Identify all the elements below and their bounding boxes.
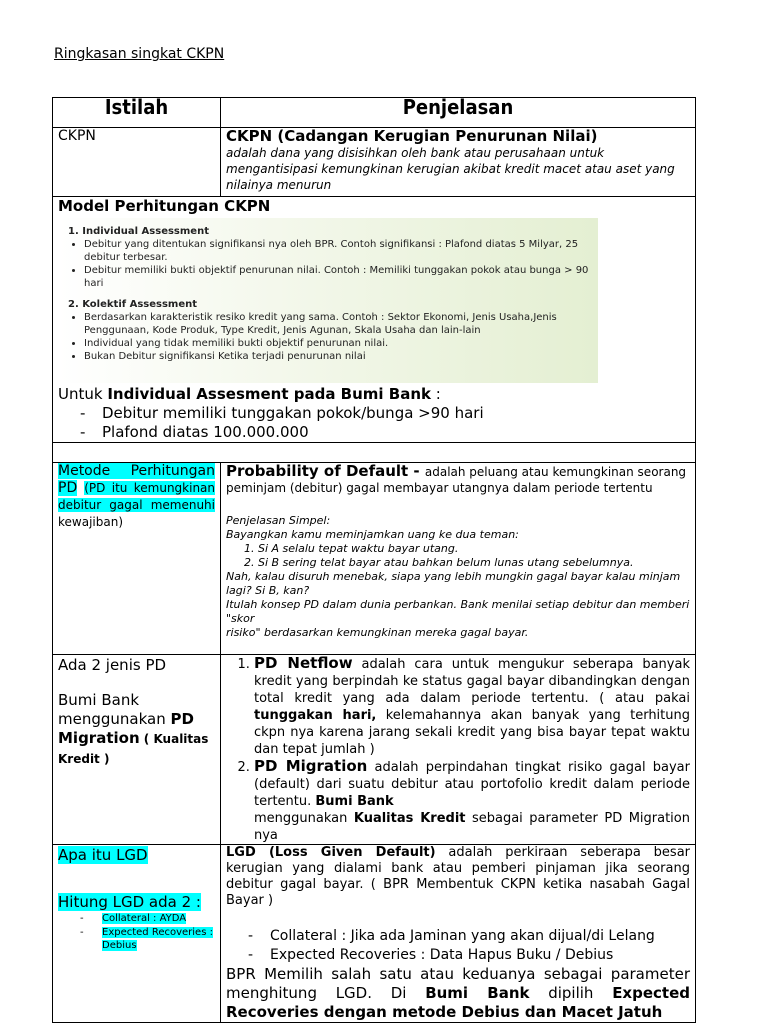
table-row-lgd: [53, 845, 696, 1023]
simpel-text: Nah, kalau disuruh menebak, siapa yang lebih mungkin gagal bayar kalau minjam lagi? Si B, kan?: [226, 570, 681, 597]
lgd-term-highlight: Apa itu LGD: [58, 846, 148, 864]
lgd-method-item: [76, 912, 215, 925]
image-list-item: • Debitur yang ditentukan signifikansi nya oleh BPR. Contoh signifikansi : Plafond diatas 5 Milyar, 25 debitur terbesar.: [84, 238, 590, 264]
criteria-item: - Debitur memiliki tunggakan pokok/bunga >90 hari: [76, 404, 690, 423]
highlight-text: Collateral : AYDA: [102, 913, 187, 924]
simpel-intro: Bayangkan kamu meminjamkan uang ke dua teman:: [226, 528, 519, 541]
text: Untuk: [58, 385, 108, 403]
criteria-item: - Plafond diatas 100.000.000: [76, 423, 690, 442]
table-row-pd: [53, 463, 696, 655]
bold-text: Bumi Bank: [315, 794, 394, 809]
model-image: [58, 218, 598, 383]
individual-assessment-heading: 1. Individual Assessment: [68, 226, 209, 237]
bold-text: Kualitas Kredit: [353, 811, 466, 826]
text: menggunakan: [254, 811, 354, 826]
text: adalah cara untuk mengukur seberapa banyak kredit yang berpindah ke status gagal bayar dibandingkan dengan total kredit yang ada dalam periode tertentu. ( atau pakai: [254, 657, 690, 706]
document-title: Ringkasan singkat CKPN: [54, 46, 225, 62]
kolektif-assessment-heading: 2. Kolektif Assessment: [68, 299, 198, 310]
lgd-detail-item: - Expected Recoveries : Data Hapus Buku / Debius: [244, 946, 690, 965]
ckpn-table: [52, 97, 696, 1023]
ckpn-description: adalah dana yang disisihkan oleh bank atau perusahaan untuk mengantisipasi kemungkinan kerugian akibat kredit macet atau aset yang nilainya menurun: [226, 146, 675, 192]
model-heading: Model Perhitungan CKPN: [58, 197, 271, 215]
pd-migration-item: [254, 758, 690, 844]
lgd-explanation: [221, 845, 696, 1023]
highlight-text: Expected Recoveries : Debius: [102, 927, 213, 951]
table-row-empty: [53, 443, 696, 463]
image-list-item: • Individual yang tidak memiliki bukti objektif penurunan nilai.: [84, 337, 590, 350]
header-istilah: Istilah: [53, 98, 221, 128]
table-row-ckpn: [53, 128, 696, 197]
bold-text: PD Netflow: [254, 654, 353, 672]
bold-text: tunggakan hari,: [254, 708, 377, 723]
simpel-title: Penjelasan Simpel:: [226, 514, 331, 527]
lgd-description: adalah perkiraan seberapa besar kerugian yang dialami bank atau pemberi pinjaman jika seorang debitur gagal bayar. ( BPR Membentuk CKPN ketika nasabah Gagal Bayar ): [226, 845, 691, 908]
lgd-detail-item: - Collateral : Jika ada Jaminan yang akan dijual/di Lelang: [244, 927, 690, 946]
term-jenis-pd: [53, 655, 221, 845]
term-pd: [53, 463, 221, 655]
term-ckpn: CKPN: [53, 128, 221, 197]
simpel-item: 1. Si A selalu tepat waktu bayar utang.: [258, 542, 690, 556]
model-cell: [53, 197, 696, 443]
pd-term-small-highlight: (PD itu kemungkinan debitur gagal memenuhi: [58, 481, 216, 512]
pd-heading: Probability of Default -: [226, 462, 425, 480]
pd-term-small: kewajiban): [58, 515, 123, 529]
ckpn-explanation: [221, 128, 696, 197]
text: :: [431, 385, 441, 403]
lgd-method-item: [76, 926, 215, 952]
lgd-heading: LGD (Loss Given Default): [226, 845, 436, 860]
individual-bumi-bank-line: [58, 385, 690, 404]
bold-text: Bumi Bank: [425, 984, 530, 1002]
pd-explanation: [221, 463, 696, 655]
pd-term-highlight: Metode Perhitungan PD: [58, 463, 215, 496]
empty-cell: [53, 443, 696, 463]
term-lgd: [53, 845, 221, 1023]
image-list-item: • Berdasarkan karakteristik resiko kredit yang sama. Contoh : Sektor Ekonomi, Jenis Usaha,Jenis Penggunaan, Kode Produk, Type Kredit, Jenis Agunan, Skala Usaha dan lain-lain: [84, 311, 590, 337]
pd-netflow-item: [254, 655, 690, 758]
bold-text: PD Migration: [254, 757, 368, 775]
simpel-item: 2. Si B sering telat bayar atau bahkan belum lunas utang sebelumnya.: [258, 556, 690, 570]
text: kelemahannya akan banyak yang terhitung ckpn nya karena jarang sekali kredit yang bisa bayar tepat waktu dan tepat jumlah ): [254, 708, 691, 757]
bold-small-text: ( Kualitas Kredit ): [58, 732, 209, 766]
jenis-pd-explanation: [221, 655, 696, 845]
text: Bumi Bank menggunakan: [58, 691, 171, 728]
jenis-pd-title: Ada 2 jenis PD: [58, 656, 167, 674]
table-row-jenis-pd: [53, 655, 696, 845]
bold-text: Individual Assesment pada Bumi Bank: [107, 385, 432, 403]
lgd-bumi-bank-paragraph: [226, 965, 690, 1022]
bold-text: PD Migration: [58, 710, 194, 747]
text: BPR Memilih salah satu atau keduanya sebagai parameter menghitung LGD. Di: [226, 965, 690, 1002]
lgd-count-highlight: Hitung LGD ada 2 :: [58, 893, 201, 911]
image-list-item: • Bukan Debitur signifikansi Ketika terjadi penurunan nilai: [84, 350, 590, 363]
table-row-model: [53, 197, 696, 443]
text: dipilih: [529, 984, 613, 1002]
simpel-text: risiko" berdasarkan kemungkinan mereka gagal bayar.: [226, 626, 529, 639]
table-header-row: [53, 98, 696, 128]
image-list-item: • Debitur memiliki bukti objektif penurunan nilai. Contoh : Memiliki tunggakan pokok atau bunga > 90 hari: [84, 264, 590, 290]
bold-text: Expected Recoveries dengan metode Debius dan Macet Jatuh: [226, 984, 690, 1021]
simpel-text: Itulah konsep PD dalam dunia perbankan. Bank menilai setiap debitur dan memberi "skor: [226, 598, 690, 625]
pd-description: adalah peluang atau kemungkinan seorang peminjam (debitur) gagal membayar utangnya dalam periode tertentu: [226, 465, 687, 495]
text: adalah perpindahan tingkat risiko gagal bayar (default) dari suatu debitur atau portofolio kredit dalam periode tertentu.: [254, 760, 690, 809]
ckpn-heading: CKPN (Cadangan Kerugian Penurunan Nilai): [226, 127, 598, 145]
text: sebagai parameter PD Migration nya: [254, 811, 690, 843]
header-penjelasan: Penjelasan: [221, 98, 696, 128]
jenis-pd-usage: [58, 691, 215, 769]
